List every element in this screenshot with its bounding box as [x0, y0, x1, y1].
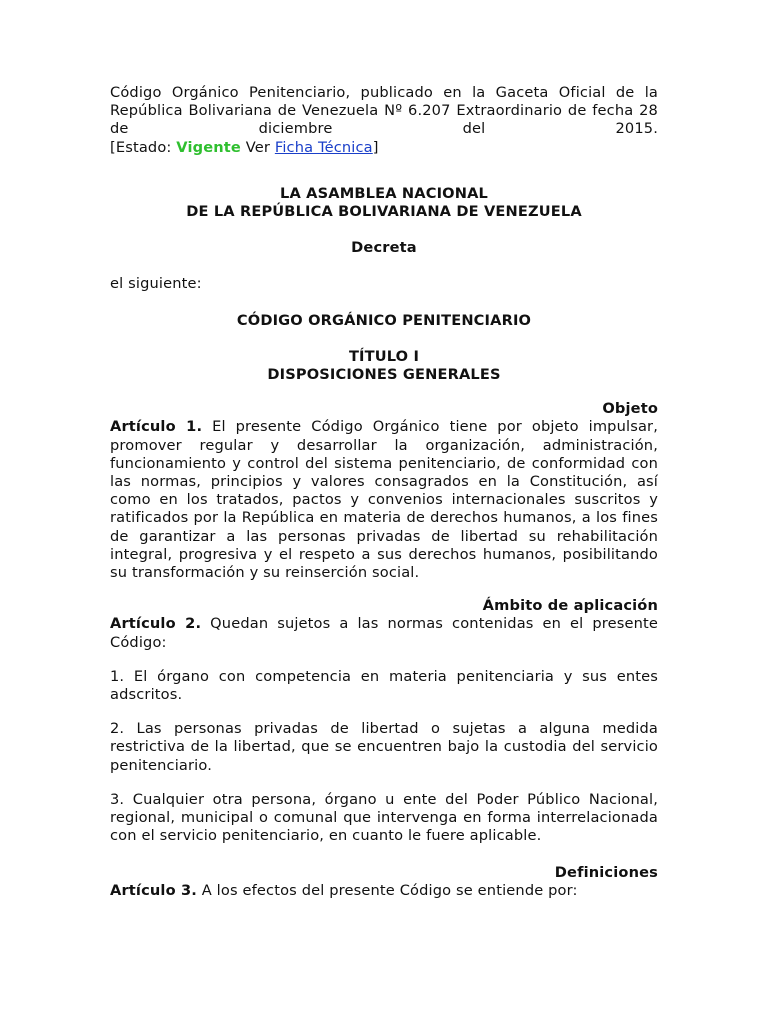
assembly-title-line1: LA ASAMBLEA NACIONAL	[280, 184, 488, 202]
article-1-text: El presente Código Orgánico tiene por objeto impulsar, promover regular y desarrollar la organización, administración, funcionamiento y control del sistema penitenciario, de conformidad con las normas, principios y valores consagrados en la Constitución, así como en los tratados, pactos y convenios internacionales suscritos y ratificados por la República en materia de derechos humanos, a los fines de garantizar a las personas privadas de libertad su rehabilitación integral, progresiva y el respeto a sus derechos humanos, posibilitando su transformación y su reinserción social.	[110, 418, 658, 582]
status-value: Vigente	[176, 138, 241, 156]
article-2-item-1: 1. El órgano con competencia en materia penitenciaria y sus entes adscritos.	[110, 667, 658, 704]
intro-publication-note: Código Orgánico Penitenciario, publicado en la Gaceta Oficial de la República Bolivariana de Venezuela Nº 6.207 Extraordinario de fecha 28 de diciembre del 2015.	[110, 84, 658, 138]
article-3-text: A los efectos del presente Código se entiende por:	[196, 881, 578, 899]
document-page	[110, 84, 658, 900]
code-title: CÓDIGO ORGÁNICO PENITENCIARIO	[236, 311, 532, 329]
article-1-label: Artículo 1.	[110, 418, 203, 436]
article-3-body	[110, 882, 658, 900]
decreta-heading: Decreta	[351, 239, 417, 257]
article-2-item-2: 2. Las personas privadas de libertad o sujetas a alguna medida restrictiva de la libertad, que se encuentren bajo la custodia del servicio penitenciario.	[110, 720, 658, 774]
article-2-item-3: 3. Cualquier otra persona, órgano u ente del Poder Público Nacional, regional, municipal o comunal que intervenga en forma interrelacionada con el servicio penitenciario, en cuanto le fuere aplicable.	[110, 790, 658, 845]
article-2-heading: Ámbito de aplicación	[482, 597, 658, 615]
article-3-heading: Definiciones	[554, 863, 658, 881]
assembly-title-line2: DE LA REPÚBLICA BOLIVARIANA DE VENEZUELA	[186, 203, 582, 221]
intro-status-line	[110, 139, 658, 157]
article-1-body	[110, 418, 658, 582]
status-ver: Ver	[240, 138, 275, 156]
article-2-text: Quedan sujetos a las normas contenidas en el presente Código:	[110, 615, 659, 651]
titulo-name: DISPOSICIONES GENERALES	[267, 366, 501, 384]
article-1-heading: Objeto	[602, 400, 658, 418]
titulo-number: TÍTULO I	[348, 347, 420, 365]
siguiente-text: el siguiente:	[110, 275, 202, 293]
article-2-label: Artículo 2.	[110, 615, 202, 633]
status-close: ]	[372, 138, 379, 156]
ficha-tecnica-link[interactable]: Ficha Técnica	[274, 138, 373, 156]
status-open: [Estado:	[110, 138, 177, 156]
article-3-label: Artículo 3.	[110, 881, 197, 899]
article-2-body	[110, 615, 658, 651]
